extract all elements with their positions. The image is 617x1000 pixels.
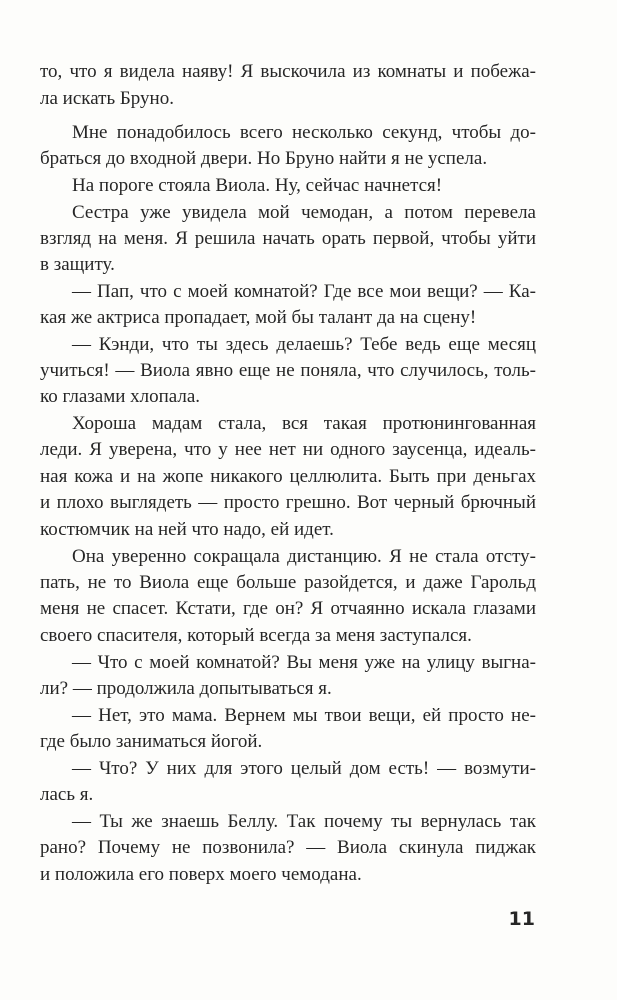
text-line: своего спасителя, который всегда за меня заступался. [40,625,472,646]
text-line: Хороша мадам стала, вся такая протюнингованная [72,413,536,434]
text-line: меня не спасет. Кстати, где он? Я отчаянно искала глазами [40,598,536,619]
text-line: лась я. [40,784,94,805]
text-line: леди. Я уверена, что у нее нет ни одного заусенца, идеаль- [40,439,536,460]
text-line: — Что? У них для этого целый дом есть! — возмути- [72,758,536,779]
text-line: Мне понадобилось всего несколько секунд, чтобы до- [72,122,536,143]
text-line: На пороге стояла Виола. Ну, сейчас начнется! [72,175,443,196]
text-line: и положила его поверх моего чемодана. [40,864,362,885]
page-number: 11 [508,908,535,930]
text-line: — Пап, что с моей комнатой? Где все мои вещи? — Ка- [72,281,536,302]
text-line: и плохо выглядеть — просто грешно. Вот черный брючный [40,492,536,513]
text-line: кая же актриса пропадает, мой бы талант да на сцену! [40,307,477,328]
text-line: Она уверенно сокращала дистанцию. Я не стала отсту- [72,546,536,567]
text-line: костюмчик на ней что надо, ей идет. [40,519,334,540]
text-line: то, что я видела наяву! Я выскочила из комнаты и побежа- [40,61,536,82]
text-line: пать, не то Виола еще больше разойдется, и даже Гарольд [40,572,536,593]
text-line: — Ты же знаешь Беллу. Так почему ты вернулась так [72,811,536,832]
text-line: взгляд на меня. Я решила начать орать первой, чтобы уйти [40,228,536,249]
text-line: ла искать Бруно. [40,88,174,109]
text-line: ная кожа и на жопе никакого целлюлита. Быть при деньгах [40,466,536,487]
text-line: где было заниматься йогой. [40,731,263,752]
text-line: Сестра уже увидела мой чемодан, а потом перевела [72,202,536,223]
text-line: — Кэнди, что ты здесь делаешь? Тебе ведь еще месяц [72,334,536,355]
text-line: в защиту. [40,254,115,275]
text-line: — Нет, это мама. Вернем мы твои вещи, ей просто не- [72,705,536,726]
text-line: браться до входной двери. Но Бруно найти я не успела. [40,148,488,169]
text-line: — Что с моей комнатой? Вы меня уже на улицу выгна- [72,652,536,673]
text-line: рано? Почему не позвонила? — Виола скинула пиджак [40,837,536,858]
text-line: учиться! — Виола явно еще не поняла, что случилось, толь- [40,360,536,381]
text-line: ко глазами хлопала. [40,386,201,407]
text-line: ли? — продолжила допытываться я. [40,678,332,699]
